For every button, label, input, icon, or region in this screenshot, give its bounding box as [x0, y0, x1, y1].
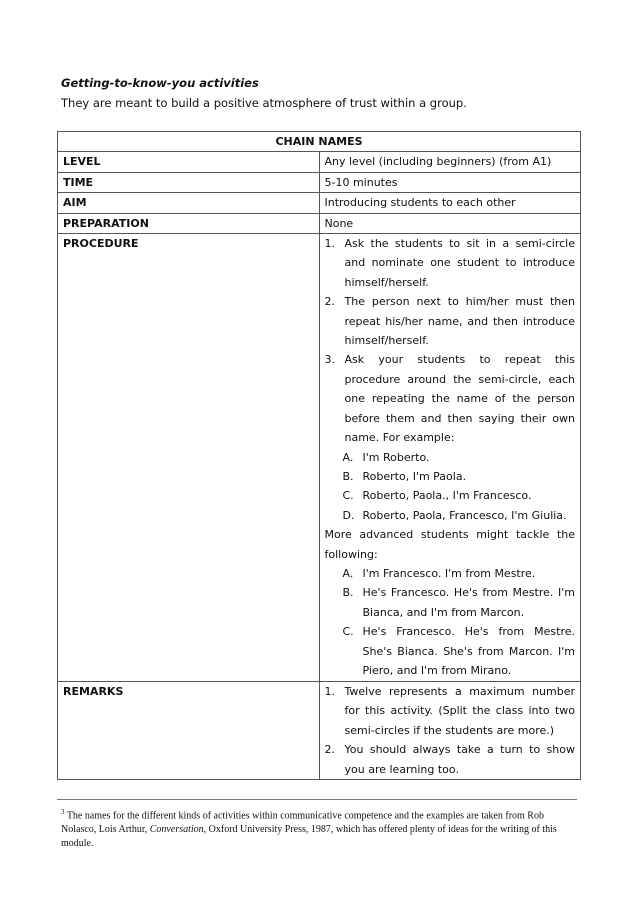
remark-text: Twelve represents a maximum number for this activity. (Split the class into two semi-circles if the students are more.): [344, 685, 575, 737]
procedure-steps: [325, 234, 576, 447]
table-title-row: [58, 132, 581, 152]
remark-number: 1.: [324, 685, 335, 699]
advanced-example-list: [325, 564, 576, 680]
example-text: Roberto, Paola, Francesco, I'm Giulia.: [362, 508, 567, 522]
activity-title: CHAIN NAMES: [58, 132, 581, 152]
remark-text: You should always take a turn to show you are learning too.: [344, 743, 575, 776]
table-row: [58, 682, 581, 780]
intro-text: They are meant to build a positive atmosphere of trust within a group.: [61, 96, 467, 110]
preparation-label: PREPARATION: [58, 213, 320, 233]
table-row: [58, 152, 581, 172]
activity-table: [57, 131, 581, 780]
footnote-text-before: The names for the different kinds of activities within communicative competence and the examples are taken from Rob Nolasco, Lois Arthur,: [61, 810, 544, 836]
list-item: [325, 448, 576, 467]
example-letter: D.: [342, 508, 355, 522]
footnote-marker: 3: [61, 808, 65, 816]
table-row: [58, 213, 581, 233]
list-item: [325, 583, 576, 622]
example-letter: B.: [342, 469, 354, 483]
step-text: Ask the students to sit in a semi-circle and nominate one student to introduce himself/herself.: [344, 237, 575, 289]
example-letter: B.: [342, 586, 354, 600]
list-item: [325, 292, 576, 350]
example-letter: C.: [342, 489, 354, 503]
aim-label: AIM: [58, 193, 320, 213]
step-text: The person next to him/her must then repeat his/her name, and then introduce himself/herself.: [344, 295, 575, 348]
section-heading: Getting-to-know-you activities: [61, 76, 259, 90]
example-text: He's Francesco. He's from Mestre. I'm Bianca, and I'm from Marcon.: [362, 586, 575, 619]
list-item: [325, 682, 576, 740]
aim-value: Introducing students to each other: [319, 193, 581, 213]
example-letter: A.: [342, 450, 354, 464]
table-row: [58, 234, 581, 682]
list-item: [325, 350, 576, 447]
remarks-list: [325, 682, 576, 779]
procedure-value: [319, 234, 581, 682]
list-item: [325, 506, 576, 525]
list-item: [325, 564, 576, 583]
example-letter: C.: [342, 625, 354, 639]
list-item: [325, 622, 576, 680]
remarks-value: [319, 682, 581, 780]
footnote-text-after: , Oxford University Press, 1987, which has offered plenty of ideas for the writing of this module.: [61, 824, 557, 850]
footnote-divider: [57, 799, 577, 800]
table-row: [58, 193, 581, 213]
remarks-label: REMARKS: [58, 682, 320, 780]
level-value: Any level (including beginners) (from A1): [319, 152, 581, 172]
example-letter: A.: [342, 566, 354, 580]
procedure-label: PROCEDURE: [58, 234, 320, 682]
level-label: LEVEL: [58, 152, 320, 172]
footnote-book-title: Conversation: [149, 824, 204, 836]
time-value: 5-10 minutes: [319, 172, 581, 192]
preparation-value: None: [319, 213, 581, 233]
advanced-intro: More advanced students might tackle the following:: [324, 528, 575, 561]
example-text: He's Francesco. He's from Mestre. She's Bianca. She's from Marcon. I'm Piero, and I'm from Mirano.: [362, 625, 575, 677]
step-number: 1.: [324, 237, 335, 251]
list-item: [325, 234, 576, 292]
example-text: Roberto, I'm Paola.: [362, 469, 467, 483]
example-list: [325, 448, 576, 526]
example-text: I'm Roberto.: [362, 450, 430, 464]
table-row: [58, 172, 581, 192]
step-text: Ask your students to repeat this procedure around the semi-circle, each one repeating the name of the person before them and then saying their own name. For example:: [344, 353, 575, 445]
remark-number: 2.: [324, 743, 335, 757]
example-text: I'm Francesco. I'm from Mestre.: [362, 566, 536, 580]
list-item: [325, 486, 576, 505]
example-text: Roberto, Paola., I'm Francesco.: [362, 489, 532, 503]
list-item: [325, 467, 576, 486]
step-number: 2.: [324, 295, 335, 309]
footnote: [61, 805, 581, 851]
list-item: [325, 740, 576, 779]
step-number: 3.: [324, 353, 335, 367]
time-label: TIME: [58, 172, 320, 192]
